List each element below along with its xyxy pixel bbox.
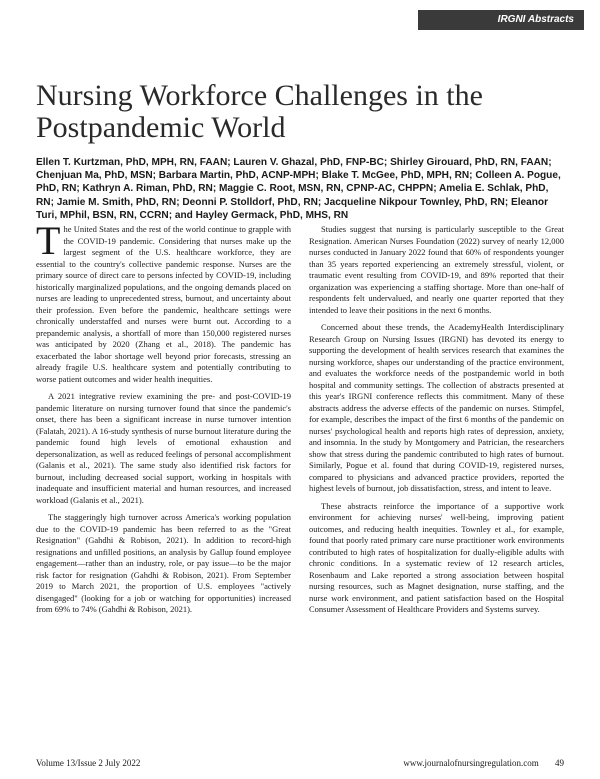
article-body	[36, 218, 564, 734]
author-list: Ellen T. Kurtzman, PhD, MPH, RN, FAAN; Lauren V. Ghazal, PhD, FNP-BC; Shirley Girouard, PhD, RN, FAAN; Chenjuan Ma, PhD, MSN; Barbara Martin, PhD, ACNP-MPH; Blake T. McGee, PhD, MPH, RN; Colleen A. Pogue, PhD, RN; Kathryn A. Riman, PhD, RN; Maggie C. Root, MSN, RN, CPNP-AC, CHPPN; Amelia E. Schlak, PhD, RN; Jamie M. Smith, PhD, RN; Deonni P. Stolldorf, PhD, RN; Jacqueline Nikpour Townley, PhD, RN; Eleanor Turi, MPhil, BSN, RN, CCRN; and Hayley Germack, PhD, MHS, RN	[36, 157, 561, 221]
drop-cap: T	[36, 218, 61, 263]
section-tag: IRGNI Abstracts	[418, 10, 584, 30]
paragraph-text: he United States and the rest of the world continue to grapple with the COVID-19 pandemic. Considering that nurses make up the largest segment of the U.S. healthcare workforce, they are essential to the country's collective pandemic response. Nurses are the primary source of direct care to persons infected by COVID-19, including historically marginalized populations, and the ongoing demands placed on nurses are leading to unprecedented stress, burnout, and uncertainty about their profession. Even before the pandemic, healthcare settings were chronically understaffed and nurses were burnt out. According to a prepandemic analysis, a shortfall of more than 150,000 registered nurses was anticipated by 2020 (Zhang et al., 2018). The pandemic has exacerbated the labor shortage well beyond prior forecasts, stressing an already fragile U.S. healthcare system and potentially contributing to worse patient outcomes and wider health inequities.	[36, 224, 291, 384]
page-number: 49	[555, 758, 564, 768]
column-right	[309, 224, 564, 734]
paragraph: Studies suggest that nursing is particularly susceptible to the Great Resignation. American Nurses Foundation (2022) survey of nearly 12,000 nurses conducted in January 2022 found that 60% of respondents younger than 35 years reported experiencing an extremely stressful, violent, or traumatic event resulting from COVID-19, and 89% reported that their organization was experiencing a staffing shortage. More than one-half of respondents felt undervalued, and nearly one quarter reported that they intended to leave their positions in the next 6 months.	[309, 224, 564, 315]
column-left	[36, 218, 291, 734]
footer-right	[389, 758, 564, 768]
paragraph: The staggeringly high turnover across America's working population due to the COVID-19 pandemic has been referred to as the "Great Resignation" (Gahdhi & Robison, 2021). In addition to record-high resignations and unfilled positions, an analysis by Gallup found employee engagement—rather than an industry, role, or pay issue—to be the major risk factor for resignation (Gahdhi & Robison, 2021). From September 2019 to March 2021, the proportion of U.S. employees "actively disengaged" (looking for a job or watching for opportunities) increased from 69% to 74% (Gahdhi & Robison, 2021).	[36, 512, 291, 614]
paragraph: Concerned about these trends, the AcademyHealth Interdisciplinary Research Group on Nursing Issues (IRGNI) has devoted its energy to supporting the development of health services research that examines the nursing workforce, shapes our understanding of the practice environment, and evaluates the workforce needs of the postpandemic world in both hospital and community settings. The collection of abstracts presented at this year's IRGNI conference reflects this commitment. Many of these abstracts address the adverse effects of the pandemic on nurses. Stimpfel, for example, describes the impact of the first 6 months of the pandemic on nurses' psychological health and reports high rates of depression, anxiety, and insomnia. In the study by Montgomery and Patrician, the researchers show that stress during the pandemic contributed to high rates of burnout. Similarly, Pogue et al. found that during COVID-19, registered nurses, compared to physicians and advanced practice providers, reported the highest levels of burnout, job dissatisfaction, stress, and intent to leave.	[309, 322, 564, 493]
journal-website: www.journalofnursingregulation.com	[403, 758, 539, 768]
paragraph: A 2021 integrative review examining the pre- and post-COVID-19 pandemic literature on nursing turnover found that since the pandemic's onset, there has been a significant increase in nurse turnover intention (Falatah, 2021). A 16-study synthesis of nurse burnout literature during the pandemic found high levels of emotional exhaustion and depersonalization, as well as reduced feelings of personal accomplishment (Galanis et al., 2021). The same study also identified risk factors for burnout, including decreased social support, working in hospitals with inadequate and insufficient material and human resources, and increased workload (Galanis et al., 2021).	[36, 391, 291, 505]
paragraph: These abstracts reinforce the importance of a supportive work environment for achieving nurses' well-being, improving patient outcomes, and reducing health inequities. Townley et al., for example, found that poorly rated primary care nurse practitioner work environments contributed to high rates of hospitalization for dually-eligible adults with chronic conditions. In a systematic review of 12 research articles, Rosenbaum and Lake reported a strong association between hospital nursing resources, such as Magnet designation, nurse staffing, and the nurse work environment, and patient satisfaction based on the Hospital Consumer Assessment of Healthcare Providers and Systems survey.	[309, 500, 564, 614]
page-footer	[36, 758, 564, 768]
paragraph	[36, 218, 291, 385]
article-title: Nursing Workforce Challenges in the Postpandemic World	[36, 79, 483, 144]
volume-issue: Volume 13/Issue 2 July 2022	[36, 758, 141, 768]
